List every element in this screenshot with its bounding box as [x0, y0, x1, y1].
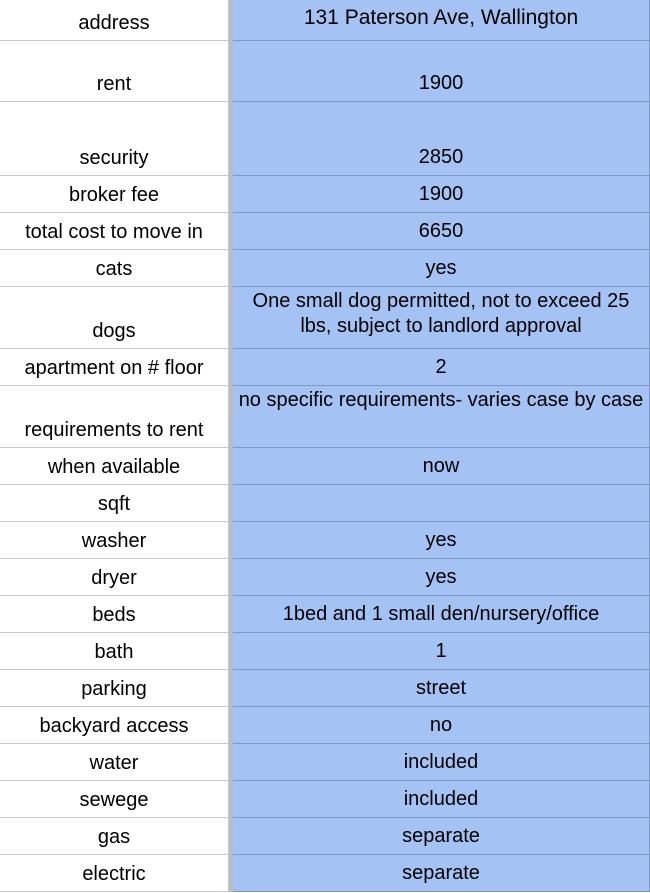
cell-value[interactable]: yes: [233, 250, 650, 287]
cell-value[interactable]: street: [233, 670, 650, 707]
cell-label[interactable]: electric: [0, 855, 229, 892]
cell-label[interactable]: when available: [0, 448, 229, 485]
row-cats: [0, 250, 650, 287]
cell-label[interactable]: security: [0, 102, 229, 176]
row-dogs: [0, 287, 650, 349]
cell-label[interactable]: dogs: [0, 287, 229, 349]
row-bath: [0, 633, 650, 670]
cell-label[interactable]: rent: [0, 41, 229, 102]
row-rent: [0, 41, 650, 102]
cell-label[interactable]: broker fee: [0, 176, 229, 213]
cell-label[interactable]: parking: [0, 670, 229, 707]
row-address: [0, 0, 650, 41]
cell-label[interactable]: requirements to rent: [0, 386, 229, 448]
cell-value[interactable]: 2850: [233, 102, 650, 176]
cell-label[interactable]: total cost to move in: [0, 213, 229, 250]
cell-value[interactable]: now: [233, 448, 650, 485]
row-water: [0, 744, 650, 781]
row-gas: [0, 818, 650, 855]
cell-label[interactable]: beds: [0, 596, 229, 633]
row-backyard: [0, 707, 650, 744]
row-dryer: [0, 559, 650, 596]
row-when-available: [0, 448, 650, 485]
cell-value[interactable]: 1bed and 1 small den/nursery/office: [233, 596, 650, 633]
row-parking: [0, 670, 650, 707]
row-beds: [0, 596, 650, 633]
cell-value[interactable]: no specific requirements- varies case by case: [233, 386, 650, 448]
cell-value[interactable]: yes: [233, 559, 650, 596]
row-floor: [0, 349, 650, 386]
cell-label[interactable]: cats: [0, 250, 229, 287]
cell-value[interactable]: no: [233, 707, 650, 744]
cell-label[interactable]: dryer: [0, 559, 229, 596]
cell-label[interactable]: sqft: [0, 485, 229, 522]
cell-value[interactable]: 6650: [233, 213, 650, 250]
cell-label[interactable]: gas: [0, 818, 229, 855]
row-electric: [0, 855, 650, 892]
cell-label[interactable]: apartment on # floor: [0, 349, 229, 386]
cell-value[interactable]: 2: [233, 349, 650, 386]
cell-label[interactable]: address: [0, 0, 229, 41]
cell-label[interactable]: bath: [0, 633, 229, 670]
row-broker-fee: [0, 176, 650, 213]
row-total-cost: [0, 213, 650, 250]
cell-value[interactable]: One small dog permitted, not to exceed 25 lbs, subject to landlord approval: [233, 287, 650, 349]
cell-value[interactable]: 1900: [233, 41, 650, 102]
cell-value[interactable]: [233, 485, 650, 522]
row-security: [0, 102, 650, 176]
row-requirements: [0, 386, 650, 448]
cell-value[interactable]: 1900: [233, 176, 650, 213]
cell-value[interactable]: included: [233, 744, 650, 781]
cell-label[interactable]: sewege: [0, 781, 229, 818]
cell-label[interactable]: washer: [0, 522, 229, 559]
cell-value[interactable]: yes: [233, 522, 650, 559]
cell-value[interactable]: separate: [233, 855, 650, 892]
cell-value[interactable]: included: [233, 781, 650, 818]
cell-value[interactable]: 1: [233, 633, 650, 670]
row-sqft: [0, 485, 650, 522]
row-sewege: [0, 781, 650, 818]
cell-value[interactable]: 131 Paterson Ave, Wallington: [233, 0, 650, 41]
row-washer: [0, 522, 650, 559]
cell-label[interactable]: backyard access: [0, 707, 229, 744]
cell-value[interactable]: separate: [233, 818, 650, 855]
cell-label[interactable]: water: [0, 744, 229, 781]
